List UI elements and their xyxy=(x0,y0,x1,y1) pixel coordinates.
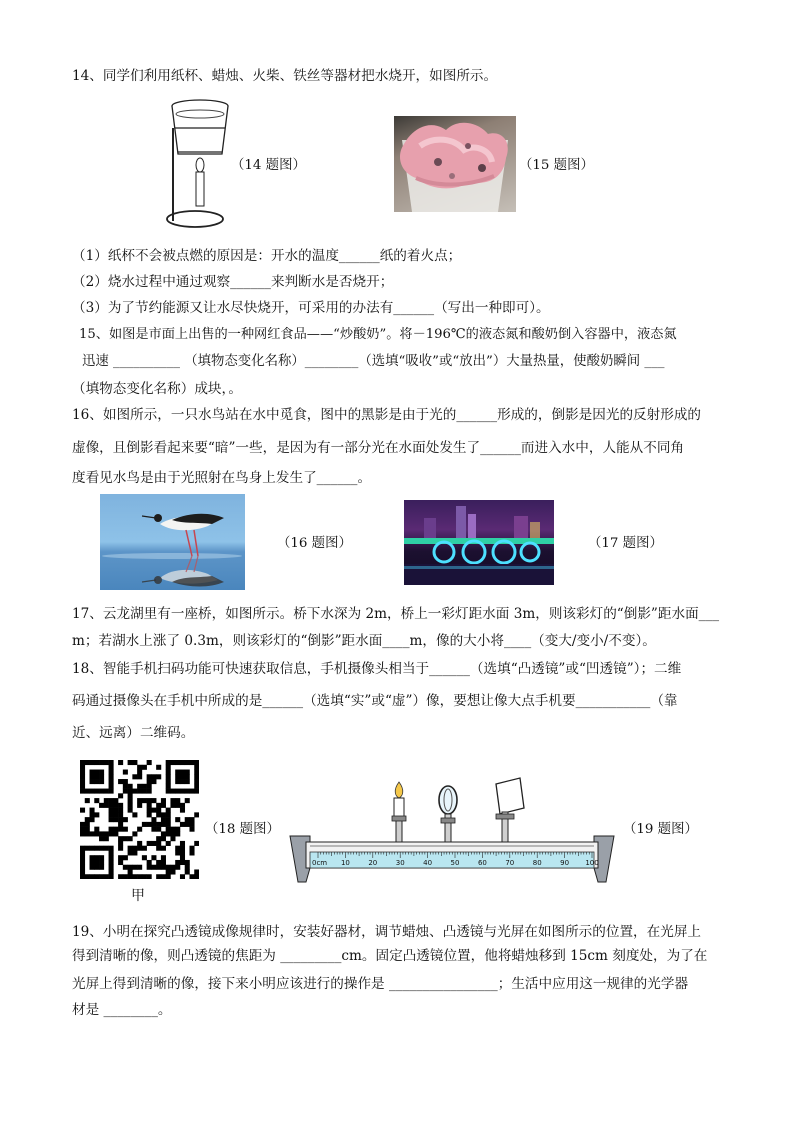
fried-yogurt-photo xyxy=(394,116,516,212)
q17-line2: m；若湖水上涨了 0.3m，则该彩灯的“倒影”距水面____m，像的大小将____（变大/变小/不变）。 xyxy=(72,633,656,649)
fig19-caption: （19 题图） xyxy=(623,822,698,837)
q16-line2: 虚像，且倒影看起来要“暗”一些，是因为有一部分光在水面处发生了______而进入水中，人能从不同角 xyxy=(72,440,685,456)
q19-line4: 材是 ________。 xyxy=(72,1002,172,1018)
q19-line3: 光屏上得到清晰的像，接下来小明应该进行的操作是 ________________；生活中应用这一规律的光学器 xyxy=(72,976,689,992)
q15-line3: （填物态变化名称）成块，。 xyxy=(72,381,242,397)
fig14-caption: （14 题图） xyxy=(231,158,306,173)
q16-line3: 度看见水鸟是由于光照射在鸟身上发生了______。 xyxy=(72,470,372,486)
q16-line1: 16、如图所示，一只水鸟站在水中觅食，图中的黑影是由于光的______形成的，倒影是因光的反射形成的 xyxy=(72,407,702,423)
paper-cup-boiling-figure xyxy=(165,96,235,232)
ruler-tick-label: 20 xyxy=(368,859,378,867)
q18-line2: 码通过摄像头在手机中所成的是______（选填“实”或“虚”）像，要想让像大点手机要___________（靠 xyxy=(72,693,678,709)
night-bridge-photo xyxy=(404,500,554,585)
q14-sub1: （1）纸杯不会被点燃的原因是：开水的温度______纸的着火点； xyxy=(72,248,462,264)
q14-sub3: （3）为了节约能源又让水尽快烧开，可采用的办法有______（写出一种即可）。 xyxy=(72,300,550,316)
ruler-tick-label: 30 xyxy=(395,859,405,867)
q19-line2: 得到清晰的像，则凸透镜的焦距为 _________cm。固定凸透镜位置，他将蜡烛移到 15cm 刻度处，为了在 xyxy=(72,948,708,964)
q19-line1: 19、小明在探究凸透镜成像规律时，安装好器材，调节蜡烛、凸透镜与光屏在如图所示的位置，在光屏上 xyxy=(72,924,702,940)
q14-stem: 14、同学们利用纸杯、蜡烛、火柴、铁丝等器材把水烧开，如图所示。 xyxy=(72,68,498,84)
fig17-caption: （17 题图） xyxy=(588,536,663,551)
ruler-tick-label: 70 xyxy=(505,859,515,867)
q14-sub2: （2）烧水过程中通过观察______来判断水是否烧开； xyxy=(72,274,394,290)
ruler-tick-label: 0cm xyxy=(312,859,328,867)
qr-label: 甲 xyxy=(131,888,145,904)
ruler-tick-label: 40 xyxy=(423,859,433,867)
q18-line3: 近、远离）二维码。 xyxy=(72,725,195,741)
fig18-caption: （18 题图） xyxy=(205,822,280,837)
q17-line1: 17、云龙湖里有一座桥，如图所示。桥下水深为 2m，桥上一彩灯距水面 3m，则该彩灯的“倒影”距水面___ xyxy=(72,606,720,622)
ruler-tick-label: 100 xyxy=(585,859,599,867)
fig16-caption: （16 题图） xyxy=(277,536,352,551)
ruler-tick-label: 90 xyxy=(560,859,570,867)
q18-line1: 18、智能手机扫码功能可快速获取信息，手机摄像头相当于______（选填“凸透镜”或“凹透镜”）；二维 xyxy=(72,661,682,677)
ruler-tick-label: 10 xyxy=(340,859,350,867)
optical-bench-figure xyxy=(288,776,616,884)
water-bird-photo xyxy=(100,494,245,590)
ruler-tick-label: 80 xyxy=(532,859,542,867)
ruler-tick-label: 60 xyxy=(477,859,487,867)
ruler-tick-label: 50 xyxy=(450,859,460,867)
q15-line1: 15、如图是市面上出售的一种网红食品——“炒酸奶”。将－196℃的液态氮和酸奶倒入容器中，液态氮 xyxy=(79,327,677,342)
qr-code-image xyxy=(80,760,199,879)
q15-line2: 迅速 __________ （填物态变化名称）________（选填“吸收”或“放出”）大量热量，使酸奶瞬间 ___ xyxy=(82,354,665,369)
fig15-caption: （15 题图） xyxy=(519,158,594,173)
